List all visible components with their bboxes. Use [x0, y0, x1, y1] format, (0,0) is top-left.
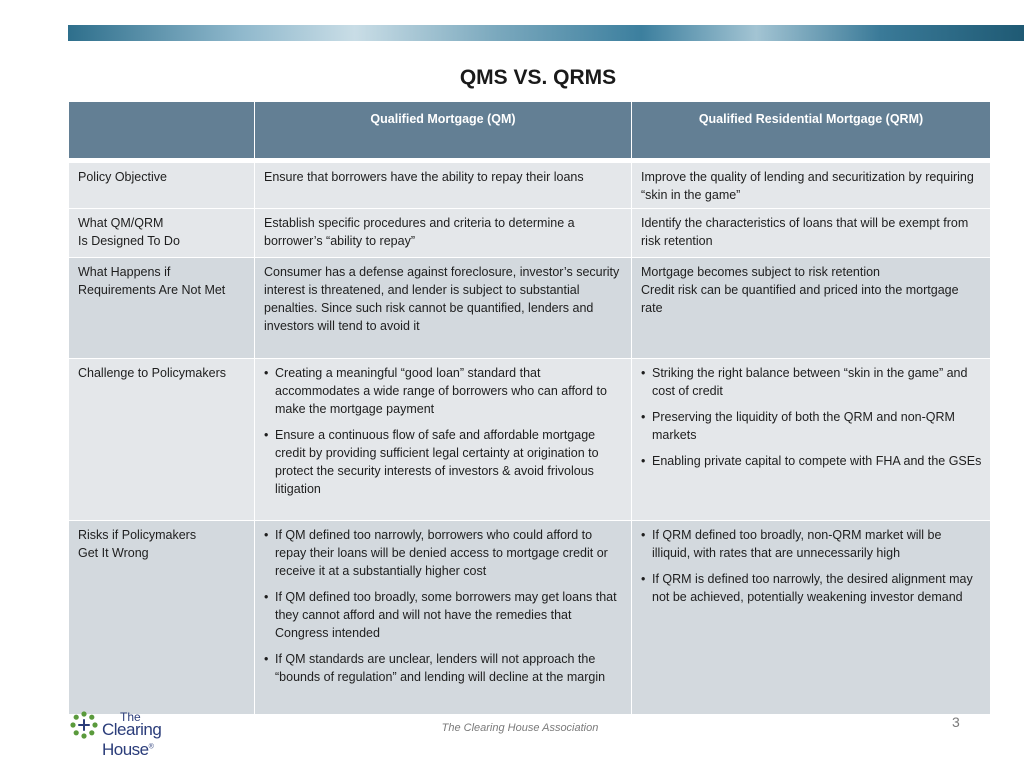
- table-header-row: [69, 102, 991, 159]
- row-label: Risks if Policymakers Get It Wrong: [69, 521, 255, 715]
- list-item: • If QM standards are unclear, lenders will not approach the “bounds of regulation” and lending will decline at the margin: [264, 650, 623, 686]
- qm-cell: [255, 359, 632, 521]
- table-row: [69, 163, 991, 209]
- logo-name-text: Clearing House®: [102, 720, 162, 759]
- list-item: • Preserving the liquidity of both the QRM and non-QRM markets: [641, 408, 982, 444]
- row-label: What Happens if Requirements Are Not Met: [69, 258, 255, 359]
- footer-association-text: The Clearing House Association: [441, 722, 599, 734]
- list-item: • Creating a meaningful “good loan” standard that accommodates a wide range of borrowers who can afford to make the mortgage payment: [264, 364, 623, 418]
- qm-bullet-list: [264, 526, 623, 686]
- list-item: • Striking the right balance between “skin in the game” and cost of credit: [641, 364, 982, 400]
- qrm-cell: Identify the characteristics of loans that will be exempt from risk retention: [632, 209, 991, 258]
- qrm-cell: [632, 521, 991, 715]
- comparison-table: [68, 101, 991, 715]
- list-item: • If QM defined too broadly, some borrowers may get loans that they cannot afford and will not have the remedies that Congress intended: [264, 588, 623, 642]
- qrm-cell: Mortgage becomes subject to risk retention Credit risk can be quantified and priced into the mortgage rate: [632, 258, 991, 359]
- list-item: • If QRM is defined too narrowly, the desired alignment may not be achieved, potentially weakening investor demand: [641, 570, 982, 606]
- list-item: • Enabling private capital to compete with FHA and the GSEs: [641, 452, 982, 470]
- qrm-cell: Improve the quality of lending and securitization by requiring “skin in the game”: [632, 163, 991, 209]
- logo-the-text: The: [120, 710, 141, 724]
- qrm-bullet-list: [641, 526, 982, 606]
- header-empty-cell: [69, 102, 255, 159]
- page-number: 3: [952, 714, 960, 730]
- header-qrm: Qualified Residential Mortgage (QRM): [632, 102, 991, 159]
- qm-cell: Consumer has a defense against foreclosure, investor’s security interest is threatened, and lender is subject to substantial penalties. Since such risk cannot be quantified, lenders and investors will tend to avoid it: [255, 258, 632, 359]
- row-label: What QM/QRM Is Designed To Do: [69, 209, 255, 258]
- qm-cell: Ensure that borrowers have the ability to repay their loans: [255, 163, 632, 209]
- page-title: QMS VS. QRMS: [459, 66, 617, 89]
- qrm-bullet-list: [641, 364, 982, 470]
- list-item: • Ensure a continuous flow of safe and affordable mortgage credit by providing sufficient legal certainty at origination to protect the security interests of investors & avoid frivolous litigation: [264, 426, 623, 498]
- row-label: Challenge to Policymakers: [69, 359, 255, 521]
- list-item: • If QRM defined too broadly, non-QRM market will be illiquid, with rates that are unnecessarily high: [641, 526, 982, 562]
- header-qm: Qualified Mortgage (QM): [255, 102, 632, 159]
- table-row: [69, 359, 991, 521]
- qrm-cell: [632, 359, 991, 521]
- table-row: [69, 521, 991, 715]
- list-item: • If QM defined too narrowly, borrowers who could afford to repay their loans will be denied access to mortgage credit or receive it at a substantially higher cost: [264, 526, 623, 580]
- header-banner: [68, 25, 1024, 41]
- table-row: [69, 209, 991, 258]
- table-row: [69, 258, 991, 359]
- qm-cell: Establish specific procedures and criteria to determine a borrower’s “ability to repay”: [255, 209, 632, 258]
- qm-cell: [255, 521, 632, 715]
- qm-bullet-list: [264, 364, 623, 498]
- row-label: Policy Objective: [69, 163, 255, 209]
